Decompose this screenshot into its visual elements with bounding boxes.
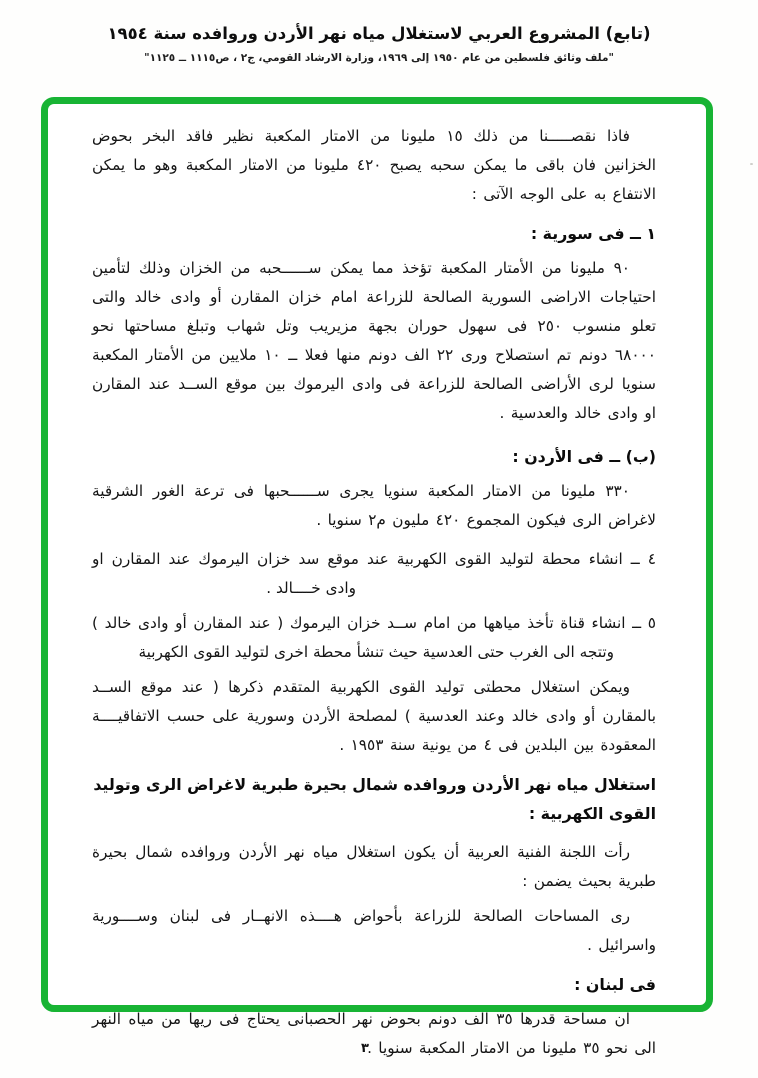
- paragraph-syria: ٩٠ مليونا من الأمتار المكعبة تؤخذ مما يمكن ســــــحبه من الخزان وذلك لتأمين احتياجات الاراضى السورية الصالحة للزراعة امام خزان المقارن أو وادى خالد والتى تعلو منسوب ٢٥٠ فى سهول حوران بجهة مزيريب وتل شهاب وتبلغ مساحتها نحو ٦٨٠٠٠ دونم تم استصلاح ورى ٢٢ الف دونم منها فعلا ــ ١٠ ملايين من الأمتار المكعبة سنويا لرى الأراضى الصالحة للزراعة فى وادى اليرموك بين موقع الســد عند المقارن او وادى خالد والعدسية .: [92, 259, 656, 422]
- list-item-5-line-2: وتتجه الى الغرب حتى العدسية حيث تنشأ محطة اخرى لتوليد القوى الكهربية: [138, 643, 614, 661]
- green-border-frame: [41, 97, 713, 1057]
- page-number: ٣: [361, 1041, 369, 1056]
- scan-artifact-speck: [750, 163, 753, 165]
- heading-syria: ١ ــ فى سورية :: [530, 224, 656, 243]
- list-item-5: [92, 609, 656, 667]
- document-title: (تابع) المشروع العربي لاستغلال مياه نهر الأردن وروافده سنة ١٩٥٤: [107, 24, 651, 43]
- list-item-4-line-1: ٤ ــ انشاء محطة لتوليد القوى الكهربية عند موقع سد خزان اليرموك عند المقارن او: [92, 550, 656, 568]
- paragraph-committee: رأت اللجنة الفنية العربية أن يكون استغلال مياه نهر الأردن وروافده شمال بحيرة طبرية بحيث يضمن :: [92, 843, 656, 890]
- page-header: [0, 24, 758, 64]
- list-item-5-line-1: ٥ ــ انشاء قناة تأخذ مياهها من امام ســد خزان اليرموك ( عند المقارن أو وادى خالد ): [92, 614, 656, 632]
- heading-lebanon: فى لبنان :: [574, 975, 656, 994]
- list-item-4: [92, 545, 656, 603]
- list-item-4-line-2: وادى خــــالد .: [266, 579, 356, 597]
- document-source-citation: "ملف وثائق فلسطين من عام ١٩٥٠ إلى ١٩٦٩، وزارة الارشاد القومي، ج٢ ، ص١١١٥ ــ ١١٢٥": [144, 52, 614, 64]
- paragraph-lebanon: ان مساحة قدرها ٣٥ الف دونم بحوض نهر الحصبانى يحتاج فى ريها من مياه النهر الى نحو ٣٥ مليونا من الامتار المكعبة سنويا .: [92, 1010, 656, 1057]
- paragraph-irrigation-basins: رى المساحات الصالحة للزراعة بأحواض هــــذه الانهــار فى لبنان وســــورية واسرائيل .: [92, 907, 656, 954]
- paragraph-power-stations: ويمكن استغلال محطتى توليد القوى الكهربية المتقدم ذكرها ( عند موقع الســد بالمقارن أو وادى خالد وعند العدسية ) لمصلحة الأردن وسورية على حسب الاتفاقيــــة المعقودة بين البلدين فى ٤ من يونية سنة ١٩٥٣ .: [92, 678, 656, 754]
- heading-jordan: (ب) ــ فى الأردن :: [512, 447, 656, 466]
- paragraph-intro: فاذا نقصـــــنا من ذلك ١٥ مليونا من الامتار المكعبة نظير فاقد البخر بحوض الخزانين فان باقى ما يمكن سحبه يصبح ٤٢٠ مليونا من الامتار المكعبة وهو ما يمكن الانتفاع به على الوجه الآتى :: [92, 127, 656, 203]
- paragraph-jordan: ٣٣٠ مليونا من الامتار المكعبة سنويا يجرى ســــــحبها فى ترعة الغور الشرقية لاغراض الرى فيكون المجموع ٤٢٠ مليون م٢ سنويا .: [92, 482, 656, 529]
- heading-tiberias-utilization: استغلال مياه نهر الأردن وروافده شمال بحيرة طبرية لاغراض الرى وتوليد القوى الكهربية :: [93, 775, 656, 823]
